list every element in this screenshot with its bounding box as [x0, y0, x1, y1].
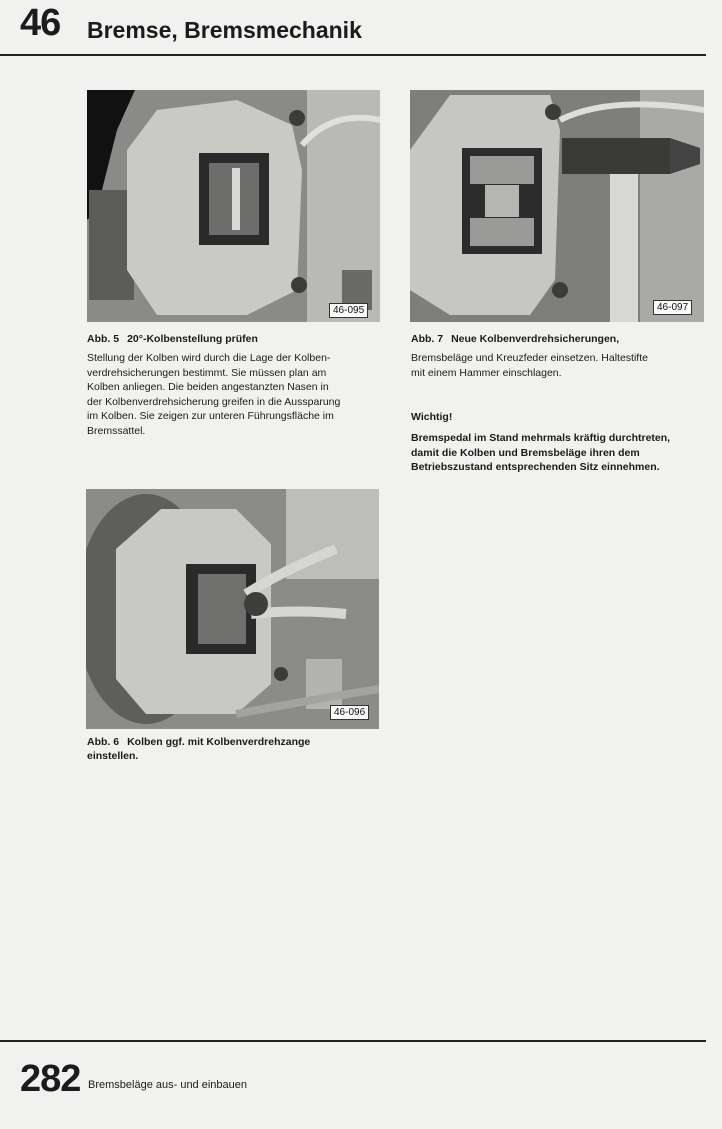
- text-line: mit einem Hammer einschlagen.: [411, 366, 562, 379]
- chapter-number: 46: [20, 2, 61, 44]
- figure-code: 46-096: [330, 705, 369, 720]
- caption-number: Abb. 6: [87, 736, 120, 748]
- page-number: 282: [20, 1058, 81, 1100]
- caption-number: Abb. 7: [411, 333, 444, 345]
- text-line: verdrehsicherungen bestimmt. Sie müssen plan am: [87, 366, 327, 379]
- caption-title: 20°-Kolbenstellung prüfen: [127, 333, 258, 345]
- figure-6-photo: [86, 489, 379, 729]
- note-line: Betriebszustand entsprechenden Sitz einnehmen.: [411, 461, 660, 473]
- note-line: damit die Kolben und Bremsbeläge ihren dem: [411, 446, 640, 459]
- text-line: der Kolbenverdrehsicherung greifen in die Aussparung: [87, 395, 341, 408]
- text-line: Stellung der Kolben wird durch die Lage der Kolben-: [87, 352, 331, 364]
- figure-5-photo: [87, 90, 380, 322]
- text-line: Bremssattel.: [87, 424, 146, 437]
- chapter-title: Bremse, Bremsmechanik: [87, 17, 362, 43]
- figure-code: 46-097: [653, 300, 692, 315]
- footer-divider: [0, 1040, 706, 1042]
- important-note: [411, 431, 670, 475]
- figure-6-caption: [87, 735, 310, 763]
- note-heading: Wichtig!: [411, 411, 453, 423]
- caption-title: Neue Kolbenverdrehsicherungen,: [451, 333, 620, 345]
- figure-code: 46-095: [329, 303, 368, 318]
- figure-7-photo: [410, 90, 704, 322]
- caption-number: Abb. 5: [87, 333, 120, 345]
- section-title: Bremsbeläge aus- und einbauen: [88, 1079, 248, 1091]
- note-line: Bremspedal im Stand mehrmals kräftig durchtreten,: [411, 432, 671, 444]
- figure-5-caption: [87, 332, 258, 346]
- text-line: Bremsbeläge und Kreuzfeder einsetzen. Haltestifte: [411, 352, 648, 364]
- caption-title: Kolben ggf. mit Kolbenverdrehzange: [127, 736, 311, 748]
- figure-7-caption: [411, 332, 619, 346]
- text-line: im Kolben. Sie zeigen zur unteren Führungsfläche im: [87, 410, 334, 422]
- text-line: Kolben anliegen. Die beiden angestanzten Nasen in: [87, 381, 329, 393]
- caption-title-continued: einstellen.: [87, 750, 139, 762]
- header-divider: [0, 54, 706, 56]
- figure-5-description: [87, 351, 340, 438]
- figure-7-description: [411, 351, 648, 380]
